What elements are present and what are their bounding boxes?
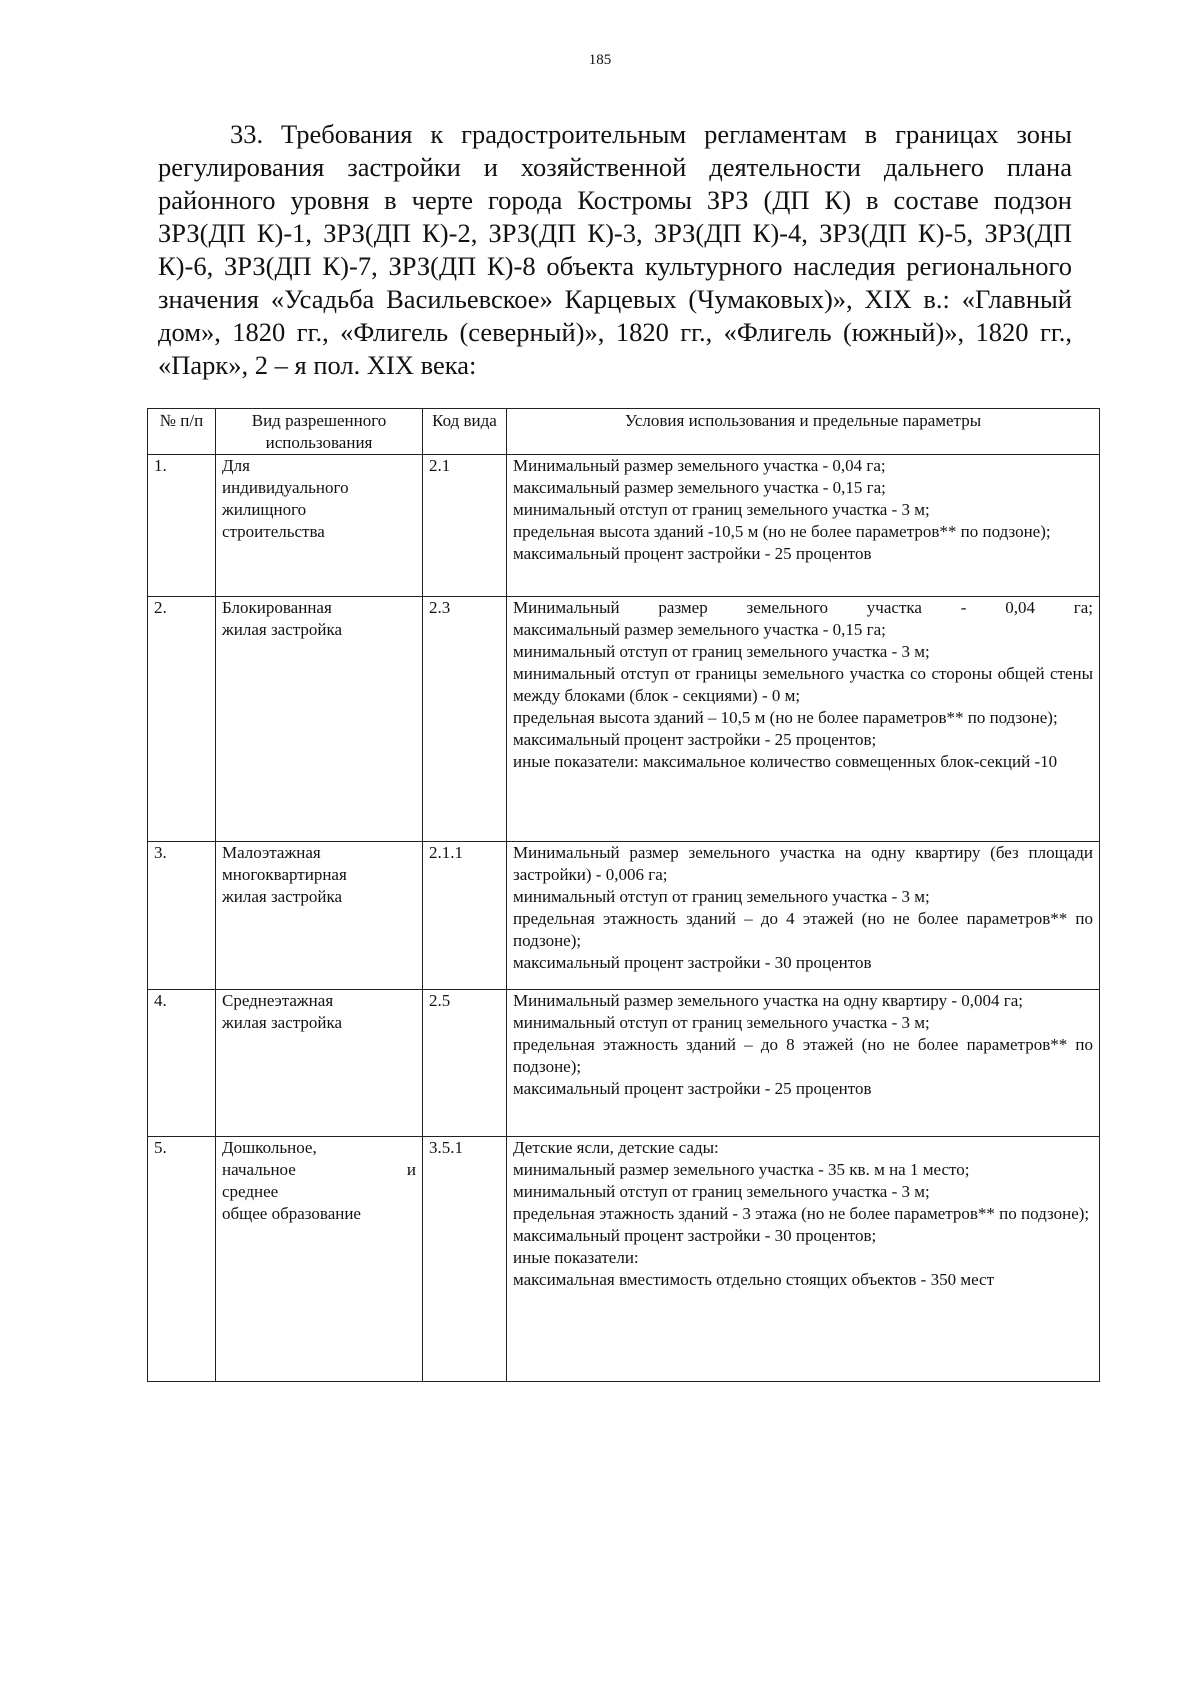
conditions: [507, 455, 1100, 597]
condition-line: минимальный отступ от границ земельного участка - 3 м;: [513, 642, 930, 661]
table-row: [148, 1137, 1100, 1382]
use-type-line: жилищного: [222, 500, 307, 519]
condition-line: максимальный процент застройки - 25 процентов: [513, 544, 872, 563]
use-type-line: среднее: [222, 1182, 279, 1201]
use-type: [216, 1137, 423, 1382]
use-type-line: Для: [222, 456, 250, 475]
use-type: [216, 842, 423, 990]
use-type: [216, 597, 423, 842]
use-type-line: общее образование: [222, 1204, 361, 1223]
condition-line: минимальный размер земельного участка - 35 кв. м на 1 место;: [513, 1160, 970, 1179]
use-type-line: Дошкольное,: [222, 1138, 317, 1157]
header-conditions: Условия использования и предельные параметры: [507, 409, 1100, 455]
conditions: [507, 990, 1100, 1137]
condition-line: предельная высота зданий -10,5 м (но не более параметров** по подзоне);: [513, 522, 1051, 541]
condition-line: максимальный процент застройки - 25 процентов;: [513, 730, 877, 749]
condition-line: предельная этажность зданий – до 4 этажей (но не более параметров** по подзоне);: [513, 909, 1093, 950]
page-number: 185: [588, 52, 612, 68]
condition-line: максимальная вместимость отдельно стоящих объектов - 350 мест: [513, 1270, 995, 1289]
use-type-line: многоквартирная: [222, 865, 347, 884]
condition-line: Минимальный размер земельного участка - 0,04 га;: [513, 598, 1093, 617]
table-header-row: [148, 409, 1100, 455]
use-code: 3.5.1: [423, 1137, 507, 1382]
condition-line: предельная этажность зданий – до 8 этажей (но не более параметров** по подзоне);: [513, 1035, 1093, 1076]
condition-line: максимальный процент застройки - 25 процентов: [513, 1079, 872, 1098]
condition-line: максимальный размер земельного участка - 0,15 га;: [513, 478, 886, 497]
condition-line: Минимальный размер земельного участка - 0,04 га;: [513, 456, 886, 475]
use-code: 2.3: [423, 597, 507, 842]
use-type-line: строительства: [222, 522, 325, 541]
row-number: 1.: [148, 455, 216, 597]
condition-line: минимальный отступ от границ земельного участка - 3 м;: [513, 500, 930, 519]
condition-line: минимальный отступ от границ земельного участка - 3 м;: [513, 1182, 930, 1201]
use-type-line: Малоэтажная: [222, 843, 321, 862]
condition-line: минимальный отступ от границ земельного участка - 3 м;: [513, 1013, 930, 1032]
table-row: [148, 990, 1100, 1137]
use-type: [216, 455, 423, 597]
use-type-line: Среднеэтажная: [222, 991, 334, 1010]
use-code: 2.5: [423, 990, 507, 1137]
condition-line: предельная высота зданий – 10,5 м (но не более параметров** по подзоне);: [513, 708, 1058, 727]
row-number: 5.: [148, 1137, 216, 1382]
condition-line: максимальный процент застройки - 30 процентов: [513, 953, 872, 972]
condition-line: максимальный процент застройки - 30 процентов;: [513, 1226, 877, 1245]
condition-line: Минимальный размер земельного участка на одну квартиру - 0,004 га;: [513, 991, 1023, 1010]
use-code: 2.1: [423, 455, 507, 597]
condition-line: Минимальный размер земельного участка на одну квартиру (без площади застройки) - 0,006 га;: [513, 843, 1093, 884]
regulations-table: [147, 408, 1100, 1382]
condition-line: минимальный отступ от границ земельного участка - 3 м;: [513, 887, 930, 906]
condition-line: иные показатели:: [513, 1248, 639, 1267]
conditions: [507, 597, 1100, 842]
row-number: 3.: [148, 842, 216, 990]
condition-line: Детские ясли, детские сады:: [513, 1138, 719, 1157]
use-type-line: жилая застройка: [222, 1013, 343, 1032]
table-row: [148, 455, 1100, 597]
use-type-line: Блокированная: [222, 598, 332, 617]
condition-line: предельная этажность зданий - 3 этажа (но не более параметров** по подзоне);: [513, 1204, 1090, 1223]
header-num: № п/п: [148, 409, 216, 455]
section-heading: 33. Требования к градостроительным регламентам в границах зоны регулирования застройки и хозяйственной деятельности дальнего плана районного уровня в черте города Костромы ЗРЗ (ДП К) в составе подзон ЗРЗ(ДП К)-1, ЗРЗ(ДП К)-2, ЗРЗ(ДП К)-3, ЗРЗ(ДП К)-4, ЗРЗ(ДП К)-5, ЗРЗ(ДП К)-6, ЗРЗ(ДП К)-7, ЗРЗ(ДП К)-8 объекта культурного наследия регионального значения «Усадьба Васильевское» Карцевых (Чумаковых)», XIX в.: «Главный дом», 1820 гг., «Флигель (северный)», 1820 гг., «Флигель (южный)», 1820 гг., «Парк», 2 – я пол. XIX века:: [158, 119, 1072, 380]
use-type-line: начальное и: [222, 1160, 416, 1179]
table-row: [148, 597, 1100, 842]
conditions: [507, 842, 1100, 990]
header-code: Код вида: [423, 409, 507, 455]
row-number: 2.: [148, 597, 216, 842]
use-type: [216, 990, 423, 1137]
condition-line: максимальный размер земельного участка - 0,15 га;: [513, 620, 886, 639]
header-use: Вид разрешенного использования: [216, 409, 423, 455]
row-number: 4.: [148, 990, 216, 1137]
table-row: [148, 842, 1100, 990]
condition-line: минимальный отступ от границы земельного участка со стороны общей стены между блоками (блок - секциями) - 0 м;: [513, 664, 1093, 705]
use-type-line: индивидуального: [222, 478, 349, 497]
use-type-line: жилая застройка: [222, 887, 343, 906]
use-code: 2.1.1: [423, 842, 507, 990]
use-type-line: жилая застройка: [222, 620, 343, 639]
conditions: [507, 1137, 1100, 1382]
condition-line: иные показатели: максимальное количество совмещенных блок-секций -10: [513, 752, 1058, 771]
